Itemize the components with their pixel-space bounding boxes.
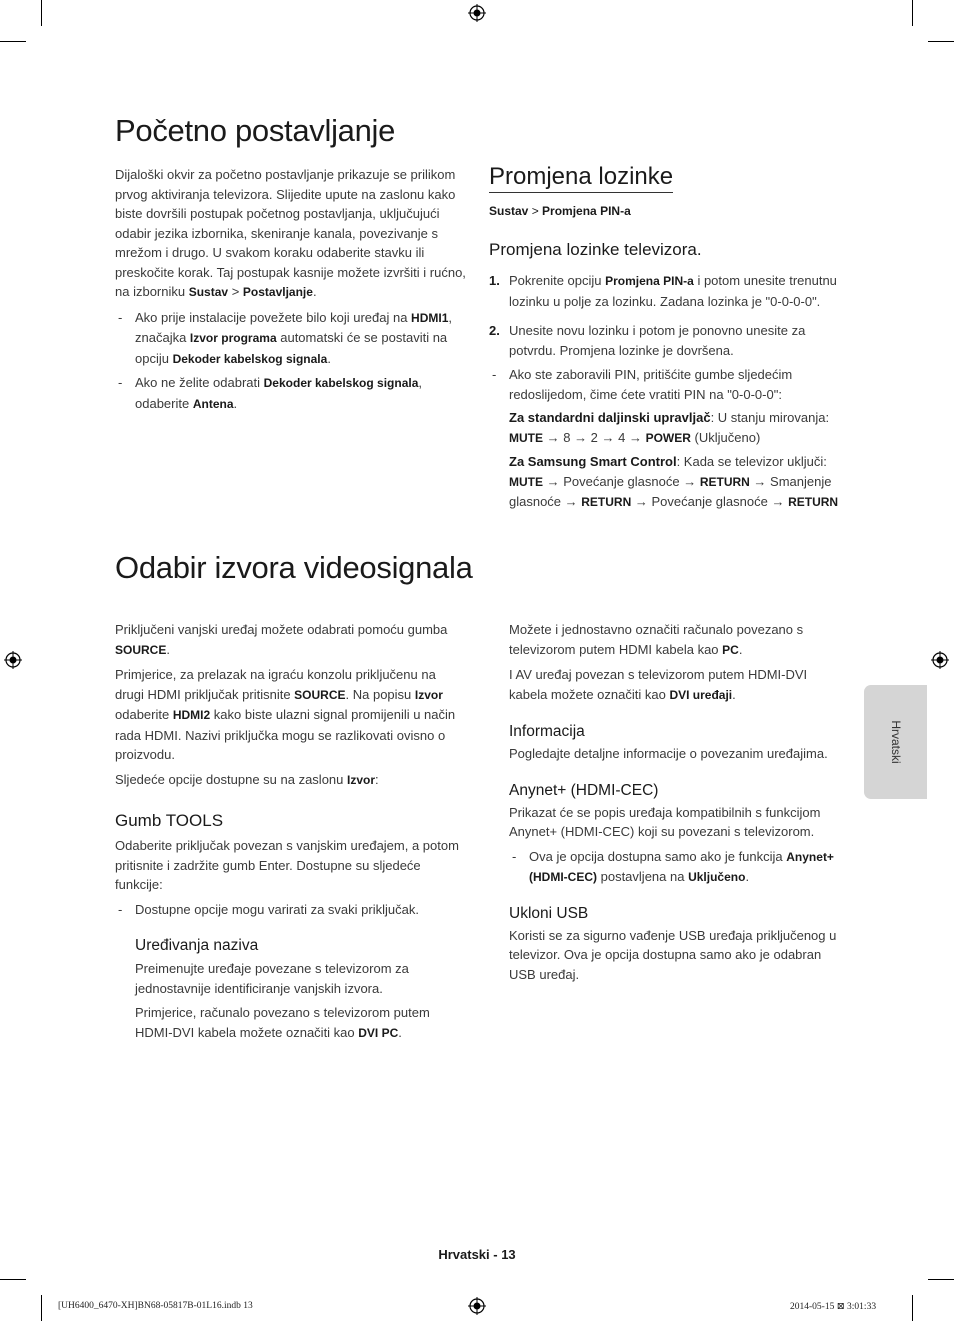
- anynet-note: - Ova je opcija dostupna samo ako je funkcija Anynet+ (HDMI-CEC) postavljena na Uključeno.: [509, 847, 839, 888]
- initial-setup-note-hdmi: - Ako prije instalacije povežete bilo koji uređaj na HDMI1, značajka Izvor programa automatski će se postaviti na opciju Dekoder kabelskog signala.: [115, 308, 467, 370]
- source-example: Primjerice, za prelazak na igraću konzolu priključenu na drugi HDMI priključak pritisnite SOURCE. Na popisu Izvor odaberite HDMI2 kako biste ulazni signal promijenili u način rada HDMI. Nazivi priključka mogu se razlikovati ovisno o proizvodu.: [115, 667, 456, 762]
- registration-mark-icon: [4, 651, 22, 669]
- crop-mark: [0, 41, 26, 42]
- initial-setup-column: [115, 165, 467, 414]
- anynet-description: Prikazat će se popis uređaja kompatibilnih s funkcijom Anynet+ (HDMI-CEC) koji su povezani s televizorom.: [509, 804, 821, 839]
- subsection-title-rename: Uređivanja naziva: [135, 937, 259, 954]
- pin-step-1: 1. Pokrenite opciju Promjena PIN-a i potom unesite trenutnu lozinku u polje za lozinku. Zadana lozinka je "0-0-0-0".: [489, 273, 837, 309]
- remove-usb-description: Koristi se za sigurno vađenje USB uređaja priključenog u televizor. Ova je opcija dostupna samo ako je odabran USB uređaj.: [509, 927, 837, 982]
- registration-mark-icon: [468, 1297, 486, 1315]
- print-slug-right: 2014-05-15 ⊠ 3:01:33: [790, 1302, 877, 1312]
- pin-column: [489, 163, 841, 513]
- crop-mark: [912, 0, 913, 26]
- subsection-title-information: Informacija: [509, 723, 585, 740]
- pin-smart-control: Za Samsung Smart Control: Kada se televizor uključi: MUTE → Povećanje glasnoće → RETURN → Smanjenje glasnoće → RETURN → Povećanje glasnoće → RETURN: [509, 454, 839, 509]
- subsection-title-remove-usb: Ukloni USB: [509, 904, 589, 922]
- section-title-source-selection: Odabir izvora videosignala: [115, 550, 473, 585]
- rename-av-example: I AV uređaj povezan s televizorom putem HDMI-DVI kabela možete označiti kao DVI uređaji.: [509, 667, 808, 702]
- initial-setup-note-antenna: - Ako ne želite odabrati Dekoder kabelskog signala, odaberite Antena.: [115, 373, 467, 414]
- print-slug-left: [UH6400_6470-XH]BN68-05817B-01L16.indb 13: [58, 1301, 253, 1311]
- rename-description: Preimenujte uređaje povezane s televizorom za jednostavnije identificiranje vanjskih izvora.: [135, 961, 409, 996]
- registration-mark-icon: [468, 4, 486, 22]
- crop-mark: [0, 1279, 26, 1280]
- source-options-intro: Sljedeće opcije dostupne su na zaslonu Izvor:: [115, 771, 379, 787]
- information-description: Pogledajte detaljne informacije o povezanim uređajima.: [509, 746, 828, 761]
- language-side-tab-label: Hrvatski: [889, 720, 903, 764]
- subsection-title-tools: Gumb TOOLS: [115, 811, 224, 830]
- crop-mark: [928, 41, 954, 42]
- source-intro: Priključeni vanjski uređaj možete odabrati pomoću gumba SOURCE.: [115, 622, 448, 657]
- subsection-title-change-tv-password: Promjena lozinke televizora.: [489, 240, 702, 259]
- section-title-change-password: Promjena lozinke: [489, 163, 673, 193]
- crop-mark: [912, 1295, 913, 1321]
- source-right-column: [509, 620, 839, 984]
- registration-mark-icon: [931, 651, 949, 669]
- tools-note: - Dostupne opcije mogu varirati za svaki priključak.: [115, 900, 465, 920]
- source-left-column: [115, 620, 465, 1043]
- language-side-tab: [864, 685, 927, 799]
- section-title-initial-setup: Početno postavljanje: [115, 113, 396, 148]
- menu-path: Sustav > Promjena PIN-a: [489, 204, 631, 218]
- crop-mark: [41, 0, 42, 26]
- pin-step-2: 2. Unesite novu lozinku i potom je ponovno unesite za potvrdu. Promjena lozinke je dovršena.: [489, 323, 806, 358]
- initial-setup-intro: Dijaloški okvir za početno postavljanje prikazuje se prilikom prvog aktiviranja televizora. Slijedite upute na zaslonu kako biste dovršili postupak početnog postavljanja, uključujući odabir jezika izbornika, skeniranje kanala, povezivanje s mrežom i drugo. U svakom koraku odaberite stavku ili preskočite korak. Taj postupak kasnije možete izvršiti i rućno, na izborniku Sustav > Postavljanje.: [115, 167, 466, 299]
- pin-forgot-note: - Ako ste zaboravili PIN, pritišćite gumbe sljedećim redoslijedom, čime ćete vratiti PIN na "0-0-0-0":: [489, 365, 841, 404]
- crop-mark: [41, 1295, 42, 1321]
- crop-mark: [928, 1279, 954, 1280]
- subsection-title-anynet: Anynet+ (HDMI-CEC): [509, 781, 659, 799]
- rename-example: Primjerice, računalo povezano s televizorom putem HDMI-DVI kabela možete označiti kao DVI PC.: [135, 1005, 430, 1040]
- pin-standard-remote: Za standardni daljinski upravljač: U stanju mirovanja: MUTE → 8 → 2 → 4 → POWER (Uključeno): [509, 410, 830, 445]
- tools-description: Odaberite priključak povezan s vanjskim uređajem, a potom pritisnite i zadržite gumb Enter. Dostupne su sljedeće funkcije:: [115, 838, 459, 892]
- page-footer: Hrvatski - 13: [438, 1247, 516, 1262]
- rename-pc-example: Možete i jednostavno označiti računalo povezano s televizorom putem HDMI kabela kao PC.: [509, 622, 804, 657]
